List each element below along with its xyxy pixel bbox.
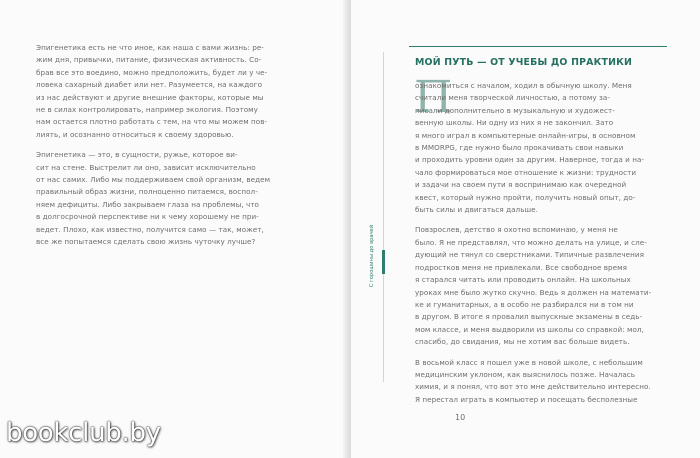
text-line: нам остается плотно работать с тем, на что мы можем пов- xyxy=(36,117,268,127)
site-watermark: bookclub.by xyxy=(6,418,161,448)
text-line: и проходить уровни один за другим. Наверное, тогда и на- xyxy=(415,155,645,165)
paragraph xyxy=(36,149,296,248)
page-number: 10 xyxy=(455,413,466,422)
drop-cap-letter: П xyxy=(414,72,453,123)
running-section-label xyxy=(364,196,380,316)
text-line: Эпигенетика — это, в сущности, ружье, которое ви- xyxy=(36,150,238,160)
text-line: не в силах контролировать, например экология. Поэтому xyxy=(36,105,258,115)
left-page-text xyxy=(36,42,296,257)
text-line: я много играл в компьютерные онлайн-игры, в основном xyxy=(415,130,636,140)
chapter-title-rule xyxy=(409,46,667,47)
text-line: в MMORPG, где нужно было прокачивать свои навыки xyxy=(415,143,624,153)
text-line: Эпигенетика есть не что иное, как наша с вами жизнь: ре- xyxy=(36,43,264,52)
text-line: от нас самих. Либо мы поддерживаем свой организм, ведем xyxy=(36,175,271,185)
text-line: считали меня творческой личностью, а потому за- xyxy=(415,93,610,103)
text-line: в другом. В итоге я провалил выпускные экзамены в седь- xyxy=(415,312,643,322)
margin-rule xyxy=(383,52,384,382)
text-line: подростков меня не привлекали. Все свободное время xyxy=(415,262,627,272)
text-line: Я перестал играть в компьютер и посещать бесполезные xyxy=(415,394,638,404)
text-line: писали дополнительно в музыкальную и художест- xyxy=(415,105,615,115)
text-line: все же попытаемся сделать свою жизнь чуточку лучше? xyxy=(36,237,256,247)
text-line: я старался читать или проводить онлайн. На школьных xyxy=(415,275,631,285)
text-line: венную школы. Ни одну из них я не закончил. Зато xyxy=(415,118,614,128)
text-line: медицинским уклоном, как выяснилось позже. Началась xyxy=(415,369,636,379)
paragraph xyxy=(36,42,296,141)
text-line: в долгосрочной перспективе ни к чему хорошему не при- xyxy=(36,212,259,222)
text-line: брав все это воедино, можно предположить, будет ли у че- xyxy=(36,67,268,77)
text-line: было. Я не представлял, что можно делать на улице, и сле- xyxy=(415,237,647,247)
paragraph xyxy=(415,357,670,407)
text-line: жим дня, привычки, питание, физическая активность. Со- xyxy=(36,55,262,65)
text-line: Повзрослев, детство я охотно вспоминаю, у меня не xyxy=(415,225,618,235)
text-line: мом классе, и меня выдворили из школы со справкой: мол, xyxy=(415,324,644,334)
right-page-text xyxy=(414,72,670,414)
text-line: уроках мне было жутко скучно. Ведь я должен на математи- xyxy=(415,287,652,297)
text-line: В восьмой класс я пошел уже в новой школе, с небольшим xyxy=(415,357,643,367)
text-line: быть силы и двигаться дальше. xyxy=(415,205,538,215)
text-line: дующий не тянул со сверстниками. Типичные развлечения xyxy=(415,250,644,260)
text-line: из нас действуют и другие внешние факторы, которые мы xyxy=(36,92,264,102)
text-line: правильный образ жизни, полноценно питаемся, воспол- xyxy=(36,187,258,197)
paragraph xyxy=(415,224,670,348)
text-line: химия, и я понял, что вот это мне действительно интересно. xyxy=(415,382,651,392)
text-line: чало формироваться мое отношение к жизни: трудности xyxy=(415,167,637,177)
text-line: лиять, и осознанно относиться к своему здоровью. xyxy=(36,129,234,139)
text-line: няем дефициты. Либо закрываем глаза на проблемы, что xyxy=(36,199,259,209)
text-line: ведет. Плохо, как известно, получится само — так, может, xyxy=(36,224,264,234)
paragraph xyxy=(414,72,670,216)
text-line: ловека сахарный диабет или нет. Разумеется, на каждого xyxy=(36,80,263,90)
text-line: ознакомиться с началом, ходил в обычную школу. Меня xyxy=(415,81,632,90)
text-line: ке и гуманитарных, а в особо не разбирался ни в том ни xyxy=(415,299,634,309)
text-line: квест, который нужно пройти, получить новый опыт, до- xyxy=(415,192,636,202)
chapter-title: МОЙ ПУТЬ — ОТ УЧЕБЫ ДО ПРАКТИКИ xyxy=(415,57,633,68)
margin-marker xyxy=(382,250,385,274)
running-section-text: С горошины до врачей xyxy=(369,224,375,288)
text-line: сит на стене. Выстрелит ли оно, зависит исключительно xyxy=(36,162,256,172)
text-line: спасибо, до свидания, мы не хотим вас больше видеть. xyxy=(415,337,630,347)
text-line: и задачи на своем пути я воспринимаю как очередной xyxy=(415,180,627,190)
left-page xyxy=(0,0,349,458)
